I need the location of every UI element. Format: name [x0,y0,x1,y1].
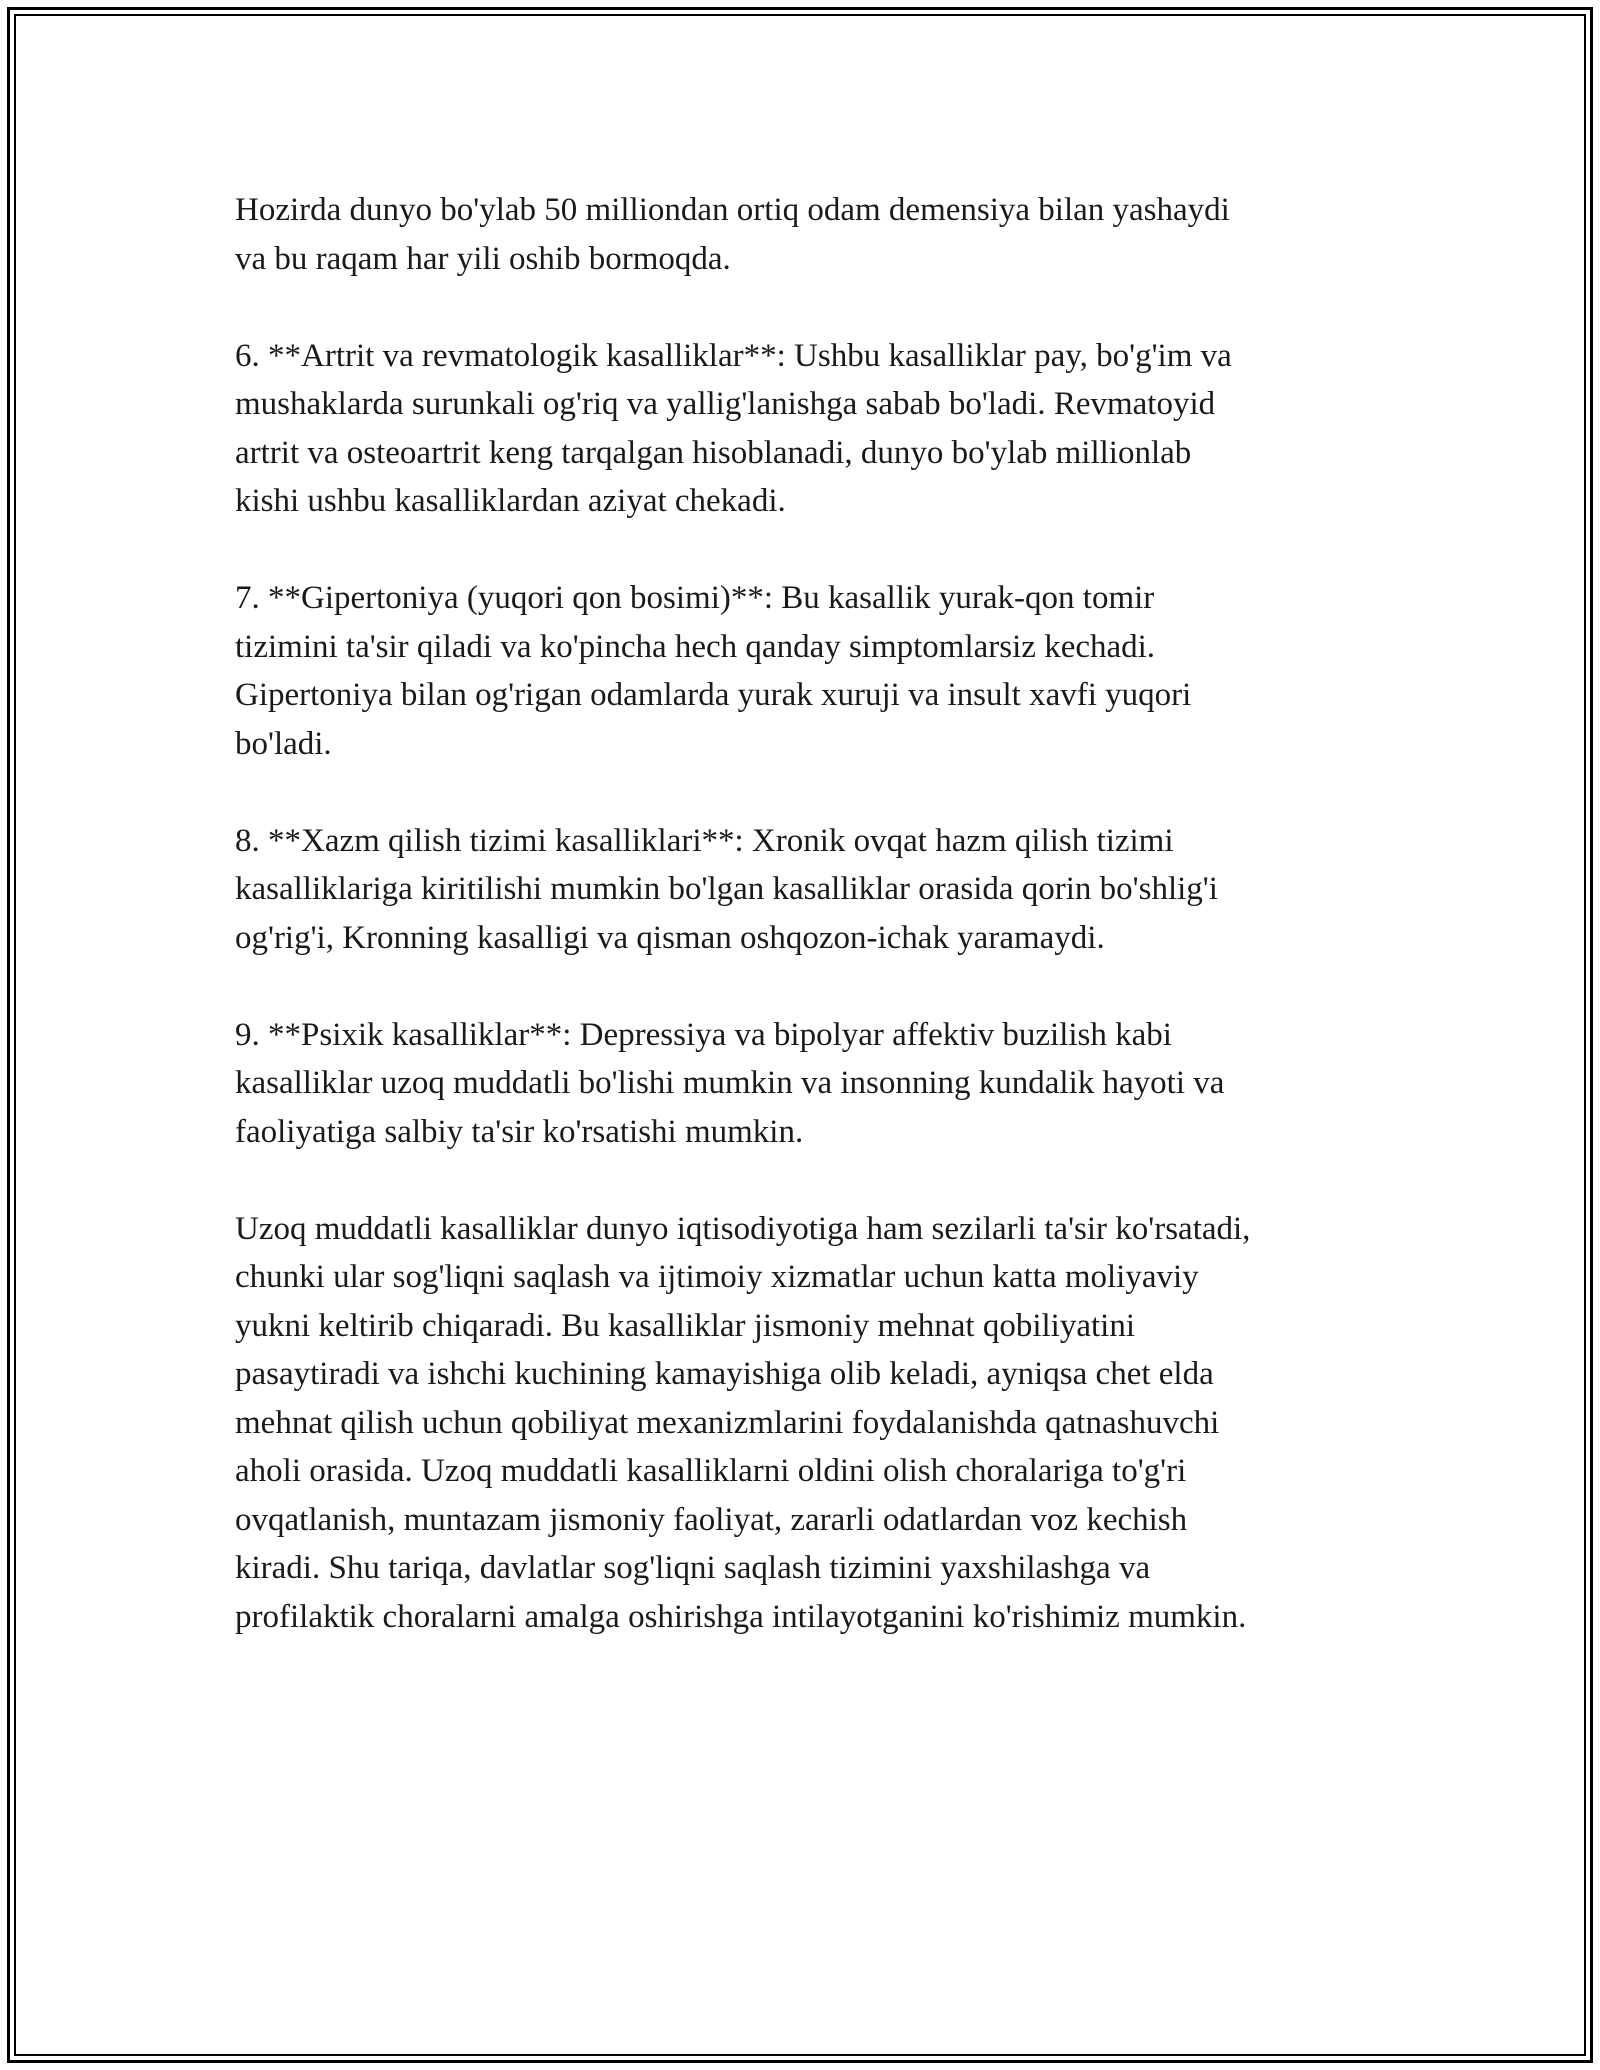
paragraph-digestive: 8. **Xazm qilish tizimi kasalliklari**: Xronik ovqat hazm qilish tizimi kasalliklariga kiritilishi mumkin bo'lgan kasalliklar orasida qorin bo'shlig'i og'rig'i, Kronning kasalligi va qisman oshqozon-ichak yaramaydi. [235,822,1218,956]
document-body [235,186,1415,1641]
paragraph-mental: 9. **Psixik kasalliklar**: Depressiya va bipolyar affektiv buzilish kabi kasalliklar uzoq muddatli bo'lishi mumkin va insonning kundalik hayoti va faoliyatiga salbiy ta'sir ko'rsatishi mumkin. [235,1016,1225,1150]
paragraph-economic-impact: Uzoq muddatli kasalliklar dunyo iqtisodiyotiga ham sezilarli ta'sir ko'rsatadi, chunki ular sog'liqni saqlash va ijtimoiy xizmatlar uchun katta moliyaviy yukni keltirib chiqaradi. Bu kasalliklar jismoniy mehnat qobiliyatini pasaytiradi va ishchi kuchining kamayishiga olib keladi, ayniqsa chet elda mehnat qilish uchun qobiliyat mexanizmlarini foydalanishda qatnashuvchi aholi orasida. Uzoq muddatli kasalliklarni oldini olish choralariga to'g'ri ovqatlanish, muntazam jismoniy faoliyat, zararli odatlardan voz kechish kiradi. Shu tariqa, davlatlar sog'liqni saqlash tizimini yaxshilashga va profilaktik choralarni amalga oshirishga intilayotganini ko'rishimiz mumkin. [235,1210,1251,1635]
paragraph-hypertension: 7. **Gipertoniya (yuqori qon bosimi)**: Bu kasallik yurak-qon tomir tizimini ta'sir qiladi va ko'pincha hech qanday simptomlarsiz kechadi. Gipertoniya bilan og'rigan odamlarda yurak xuruji va insult xavfi yuqori bo'ladi. [235,580,1192,762]
paragraph-dementia-intro: Hozirda dunyo bo'ylab 50 milliondan ortiq odam demensiya bilan yashaydi va bu raqam har yili oshib bormoqda. [235,192,1230,277]
paragraph-arthritis: 6. **Artrit va revmatologik kasalliklar**: Ushbu kasalliklar pay, bo'g'im va mushaklarda surunkali og'riq va yallig'lanishga sabab bo'ladi. Revmatoyid artrit va osteoartrit keng tarqalgan hisoblanadi, dunyo bo'ylab millionlab kishi ushbu kasalliklardan aziyat chekadi. [235,337,1232,519]
